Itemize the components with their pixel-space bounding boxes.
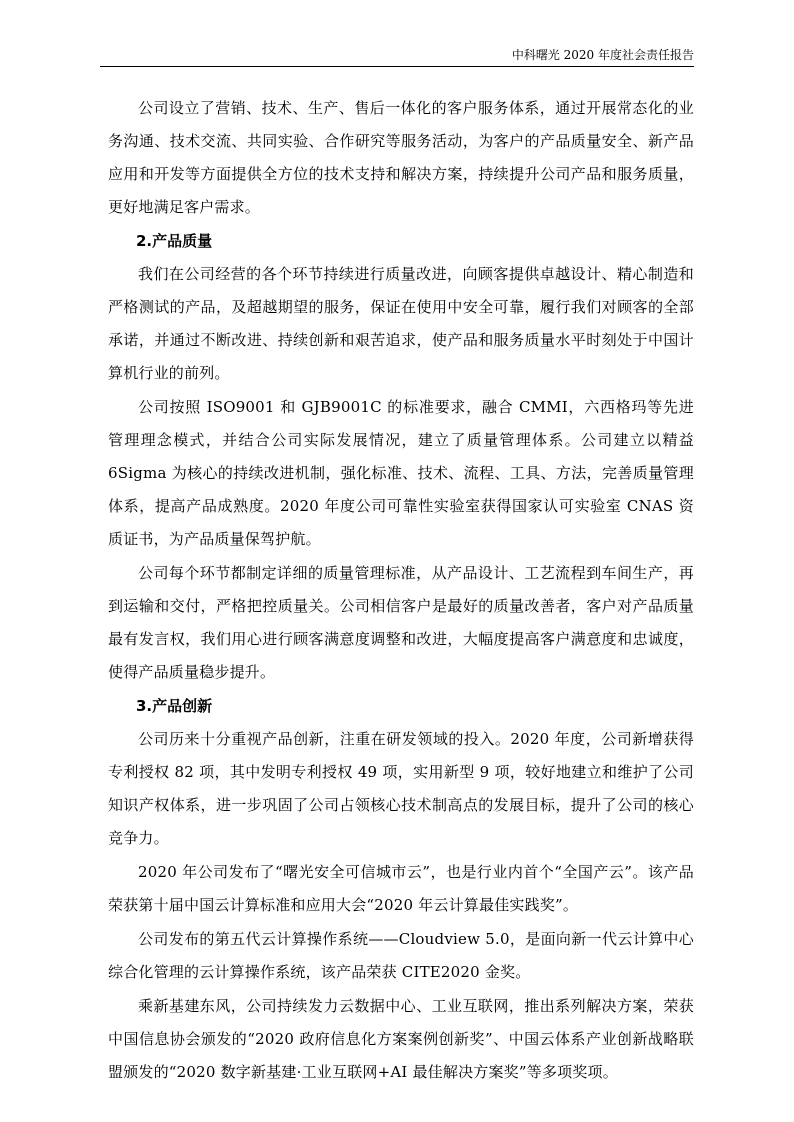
- page-content: [108, 92, 694, 1090]
- section-heading-product-quality: 2.产品质量: [136, 232, 213, 250]
- paragraph-quality-standards: 公司每个环节都制定详细的质量管理标准，从产品设计、工艺流程到车间生产，再到运输和交付，严格把控质量关。公司相信客户是最好的质量改善者，客户对产品质量最有发言权，我们用心进行顾客满意度调整和改进，大幅度提高客户满意度和忠诚度，使得产品质量稳步提升。: [108, 564, 694, 681]
- page-header: [100, 44, 694, 67]
- section-heading-product-innovation: 3.产品创新: [136, 697, 213, 715]
- paragraph-cloudview: 公司发布的第五代云计算操作系统——Cloudview 5.0，是面向新一代云计算中心综合化管理的云计算操作系统，该产品荣获 CITE2020 金奖。: [108, 930, 694, 981]
- report-title: 中科曙光 2020 年度社会责任报告: [511, 48, 694, 62]
- paragraph-new-infrastructure: 乘新基建东风，公司持续发力云数据中心、工业互联网，推出系列解决方案，荣获中国信息协会颁发的“2020 政府信息化方案案例创新奖”、中国云体系产业创新战略联盟颁发的“2020 数字新基建·工业互联网+AI 最佳解决方案奖”等多项奖项。: [108, 997, 694, 1081]
- paragraph-quality-improvement: 我们在公司经营的各个环节持续进行质量改进，向顾客提供卓越设计、精心制造和严格测试的产品，及超越期望的服务，保证在使用中安全可靠，履行我们对顾客的全部承诺，并通过不断改进、持续创新和艰苦追求，使产品和服务质量水平时刻处于中国计算机行业的前列。: [108, 265, 694, 382]
- paragraph-secure-city-cloud: 2020 年公司发布了“曙光安全可信城市云”，也是行业内首个“全国产云”。该产品荣获第十届中国云计算标准和应用大会“2020 年云计算最佳实践奖”。: [108, 863, 694, 914]
- paragraph-quality-system: 公司按照 ISO9001 和 GJB9001C 的标准要求，融合 CMMI，六西格玛等先进管理理念模式，并结合公司实际发展情况，建立了质量管理体系。公司建立以精益6Sigma 为核心的持续改进机制，强化标准、技术、流程、工具、方法，完善质量管理体系，提高产品成熟度。2020 年度公司可靠性实验室获得国家认可实验室 CNAS 资质证书，为产品质量保驾护航。: [108, 398, 694, 548]
- paragraph-patents: 公司历来十分重视产品创新，注重在研发领域的投入。2020 年度，公司新增获得专利授权 82 项，其中发明专利授权 49 项，实用新型 9 项，较好地建立和维护了公司知识产权体系，进一步巩固了公司占领核心技术制高点的发展目标，提升了公司的核心竞争力。: [108, 730, 694, 847]
- paragraph-customer-service: 公司设立了营销、技术、生产、售后一体化的客户服务体系，通过开展常态化的业务沟通、技术交流、共同实验、合作研究等服务活动，为客户的产品质量安全、新产品应用和开发等方面提供全方位的技术支持和解决方案，持续提升公司产品和服务质量，更好地满足客户需求。: [108, 99, 694, 216]
